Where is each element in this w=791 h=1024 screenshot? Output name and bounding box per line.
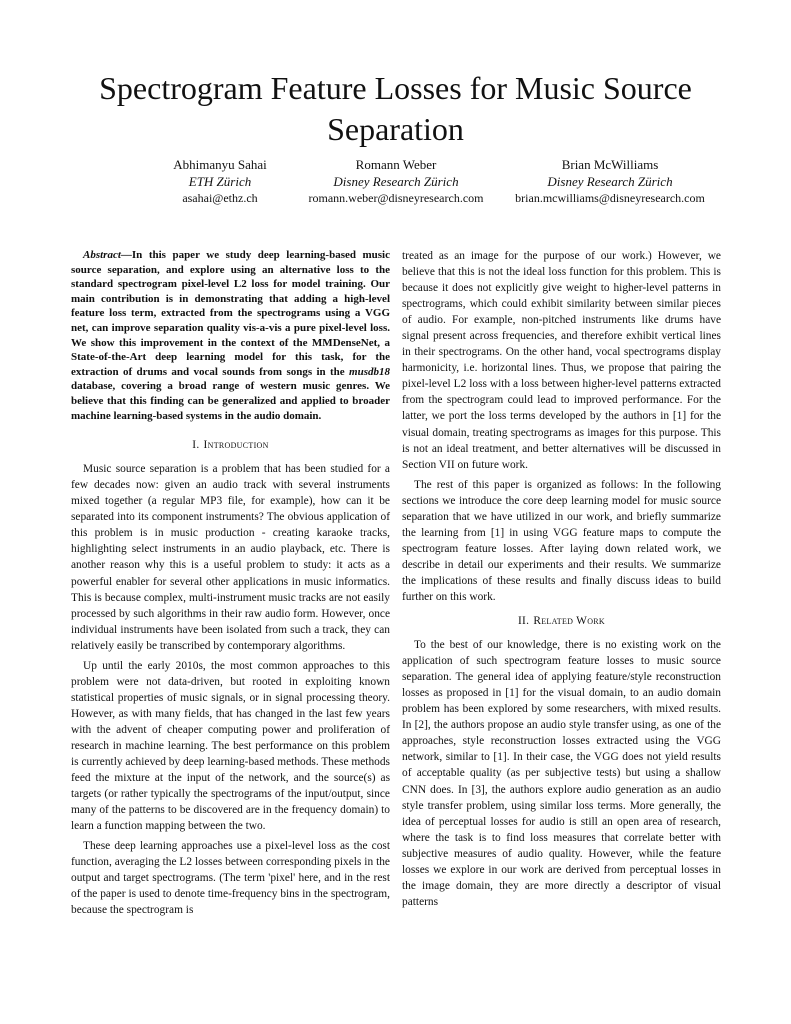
author-name: Brian McWilliams xyxy=(561,157,659,172)
author-affiliation: ETH Zürich xyxy=(188,174,252,189)
author-name: Abhimanyu Sahai xyxy=(173,157,267,172)
section-heading-related-work xyxy=(402,613,721,629)
paragraph: These deep learning approaches use a pixel-level loss as the cost function, averaging the L2 losses between corresponding pixels in the output and target spectrograms. (The term 'pixel' here, and in the rest of the paper is used to denote time-frequency bins in the spectrogram, because the spectrogram is xyxy=(71,840,390,917)
author-affiliation: Disney Research Zürich xyxy=(333,174,459,189)
paragraph: To the best of our knowledge, there is no existing work on the application of such spectrogram feature losses to music source separation. The general idea of applying feature/style reconstruction losses as proposed in [1] for the visual domain, to an audio domain problem has been explored by some researchers, with mixed results. In [2], the authors propose an audio style transfer using, as one of the approaches, style reconstruction losses extracted using the VGG network, similar to [1]. In their case, the VGG does not yield results of acceptable quality (as per subjective tests) but using a shallow CNN does. In [3], the authors explore audio generation as an audio style transfer problem, using similar loss terms. More generally, the idea of perceptual losses for audio is still an open area of research, where the task is to find loss measures that correlate better with subjective measures of audio quality. However, while the feature losses we explore in our work are derived from perceptual losses in the image domain, they are more directly a descriptor of visual patterns xyxy=(402,639,721,908)
paragraph: The rest of this paper is organized as follows: In the following sections we introduce the core deep learning model for music source separation that we have utilized in our work, and briefly summarize the learning from [1] in using VGG feature maps to compute the spectrogram feature losses. After laying down related work, we describe in detail our experiments and their results. We summarize the implications of these results and finally discuss ideas to build further on this work. xyxy=(402,478,721,603)
author-email: asahai@ethz.ch xyxy=(182,191,258,205)
abstract xyxy=(71,248,390,423)
author-3 xyxy=(480,156,740,207)
abstract-text-b: database, covering a broad range of western music genres. We believe that this finding can be generalized and applied to broader machine learning-based systems in the audio domain. xyxy=(71,380,390,422)
paper-title: Spectrogram Feature Losses for Music Source Separation xyxy=(99,70,692,147)
section-number: II. xyxy=(517,615,530,628)
author-block xyxy=(40,156,751,206)
right-column xyxy=(402,248,721,914)
section-number: I. xyxy=(192,439,200,452)
author-email: romann.weber@disneyresearch.com xyxy=(308,191,484,205)
author-name: Romann Weber xyxy=(355,157,437,172)
author-email: brian.mcwilliams@disneyresearch.com xyxy=(515,191,705,205)
abstract-lead: Abstract— xyxy=(83,249,132,261)
author-affiliation: Disney Research Zürich xyxy=(547,174,673,189)
section-heading-introduction xyxy=(71,437,390,453)
paragraph: Music source separation is a problem that has been studied for a few decades now: given an audio track with several instruments mixed together (a regular MP3 file, for example), how can it be separated into its component instruments? The obvious application of this problem is in music production - creating karaoke tracks, highlighting select instruments in an audio playback, etc. There is another reason why this is a useful problem to study: it acts as a powerful enabler for several other applications in music informatics. This is because complex, multi-instrument music tracks are not easily processed by such algorithms in their raw audio form. However, once individual instruments have been isolated from such a track, they can relatively easily be transcribed by contemporary algorithms. xyxy=(71,463,390,652)
abstract-database: musdb18 xyxy=(349,365,390,378)
paragraph: Up until the early 2010s, the most common approaches to this problem were not data-driven, but rooted in exploiting known statistical properties of music signals, or in signal processing theory. However, as with many fields, that has changed in the last few years with the advent of cheaper computing power and proliferation of research in machine learning. The best performance on this problem is currently achieved by deep learning-based methods. These methods feed the mixture at the input of the network, and the source(s) as targets (or rather typically the spectrograms of the input/output, since many of the patterns to be discovered are in the frequency domain) to learn a function mapping between the two. xyxy=(71,659,390,833)
section-title: Introduction xyxy=(203,439,269,452)
paragraph-continued: treated as an image for the purpose of our work.) However, we believe that this is not the ideal loss function for this problem. This is because it does not explicitly give weight to higher-level patterns in spectrograms, which could exhibit similarity between similar pieces of audio. For example, non-pitched instruments like drums have signal present across frequencies, and therefore exhibit vertical lines in their spectrograms. On the other hand, vocal spectrograms display harmonicity, i.e. horizontal lines. Thus, we propose that pairing the pixel-level L2 loss with a loss between higher-level patterns extracted from the spectrogram could lead to improved performance. For the latter, we port the loss terms developed by the authors in [1] for the visual domain, treating spectrograms as images for this purpose. This is not an ideal treatment, and better alternatives will be discussed in Section VII on future work. xyxy=(402,250,721,471)
section-title: Related Work xyxy=(533,615,606,628)
abstract-text-a: In this paper we study deep learning-based music source separation, and explore using an alternative loss to the standard spectrogram pixel-level L2 loss for model training. Our main contribution is in demonstrating that adding a high-level feature loss term, extracted from the spectrograms using a VGG net, can improve separation quality vis-a-vis a pure pixel-level loss. We show this improvement in the context of the MMDenseNet, a State-of-the-Art deep learning model for this task, for the extraction of drums and vocal sounds from songs in the xyxy=(71,249,390,378)
left-column xyxy=(71,248,390,922)
